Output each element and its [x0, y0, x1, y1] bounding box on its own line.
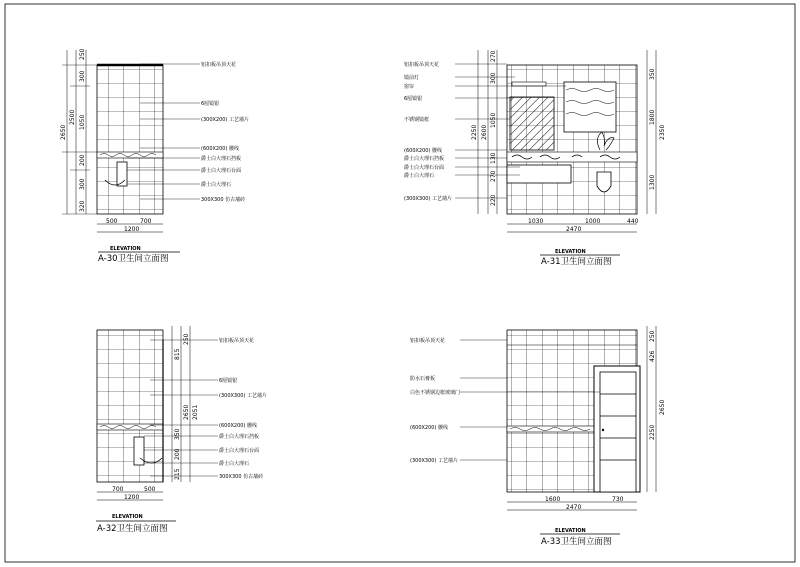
label-1: 铝扣板吊顶天花: [410, 338, 446, 344]
dim-right-total: 2350: [659, 124, 666, 140]
dim-left-3: 1050: [490, 112, 497, 128]
label-2: 6厘镜银: [201, 101, 220, 107]
drawing-subtitle: ELEVATION: [555, 249, 586, 255]
label-4: (600X200) 腰线: [219, 423, 258, 429]
drawing-title: A-31卫生间立面图: [541, 257, 612, 267]
label-10: (300X300) 工艺墙片: [404, 196, 453, 202]
dim-right-4: 2250: [649, 424, 656, 440]
dim-right-6: 200: [174, 448, 181, 460]
mirror: [510, 97, 554, 150]
label-3: 白色不锈钢边框玻璃门: [410, 390, 461, 396]
label-6: 爵士白大理石台面: [219, 448, 260, 454]
label-7: 爵士白大理石: [219, 461, 250, 467]
dim-right-2: 815: [174, 348, 181, 360]
dim-bottom-3: 440: [627, 218, 639, 225]
wall-tiles: [97, 330, 163, 482]
drawing-title: A-32卫生间立面图: [97, 524, 168, 534]
basin-counter: [134, 437, 144, 465]
dim-bottom-1: 1030: [528, 218, 544, 225]
dim-left-6: 320: [79, 200, 86, 212]
dim-right-5: 350: [174, 428, 181, 440]
label-5: 不锈钢镜框: [404, 117, 430, 123]
label-1: 铝扣板吊顶天花: [219, 338, 255, 344]
dim-right-3: 2650: [659, 399, 666, 415]
dim-left-4: 200: [79, 154, 86, 166]
waist-line-band: [97, 152, 163, 158]
dim-right-3: 2650: [183, 404, 190, 420]
elevation-a30: [60, 48, 249, 264]
label-8: 爵士白大理石台面: [404, 165, 445, 171]
dim-left-5: 270: [490, 170, 497, 182]
dim-left-2: 300: [490, 72, 497, 84]
wall-tiles: [97, 65, 163, 214]
dim-bottom-1: 500: [106, 218, 118, 225]
drawing-title: A-33卫生间立面图: [541, 537, 612, 547]
dim-bottom-total: 2470: [566, 226, 582, 233]
dim-left-6: 220: [490, 194, 497, 206]
label-7: 爵士白大理石: [201, 182, 232, 188]
elevation-a31: [404, 50, 666, 267]
door-handle: [602, 429, 604, 431]
label-9: 爵士白大理石: [404, 173, 435, 179]
dim-bottom-1: 700: [112, 486, 124, 493]
label-1: 铝扣板吊顶天花: [404, 62, 440, 68]
label-3: (300X200) 工艺墙片: [201, 117, 250, 123]
label-2: 镜前灯: [404, 75, 420, 81]
dim-total-1: 2250: [471, 124, 478, 140]
label-8: 300X300 仿古墙砖: [219, 474, 264, 480]
window-curtain: [564, 82, 616, 132]
dim-bottom-2: 500: [144, 486, 156, 493]
drawing-subtitle: ELEVATION: [555, 528, 586, 534]
dim-total-1: 2650: [60, 124, 67, 140]
dim-left-1: 270: [490, 50, 497, 62]
dim-bottom-total: 2470: [566, 504, 582, 511]
dim-bottom-3: 1200: [124, 494, 140, 501]
elevation-a32: [96, 326, 267, 534]
dim-bottom-3: 1200: [124, 226, 140, 233]
drawing-subtitle: ELEVATION: [112, 514, 143, 520]
dim-left-1: 250: [79, 48, 86, 60]
dim-total-2: 2600: [481, 124, 488, 140]
label-3: 窗帘: [404, 84, 415, 90]
label-1: 铝扣板吊顶天花: [201, 62, 237, 68]
label-7: 爵士白大理石挡板: [404, 156, 445, 162]
label-4: (600X200) 腰线: [410, 425, 449, 431]
dim-right-2: 426: [649, 350, 656, 362]
elevation-a33: [410, 326, 666, 547]
dim-right-3: 1300: [649, 174, 656, 190]
dim-left-5: 300: [79, 178, 86, 190]
label-4: 6厘镜银: [404, 96, 423, 102]
dim-bottom-1: 1600: [545, 496, 561, 503]
dim-left-3: 1050: [79, 114, 86, 130]
dim-left-4: 130: [490, 152, 497, 164]
label-8: 300X300 仿古墙砖: [201, 197, 246, 203]
dim-right-4: 2051: [192, 404, 199, 420]
label-2: 防水石膏板: [410, 376, 436, 382]
label-5: 爵士白大理石挡板: [201, 156, 242, 162]
dim-bottom-2: 700: [140, 218, 152, 225]
label-4: (600X200) 腰线: [201, 146, 240, 152]
dim-bottom-2: 1000: [585, 218, 601, 225]
drawing-subtitle: ELEVATION: [110, 246, 141, 252]
label-3: (300X300) 工艺墙片: [219, 393, 268, 399]
label-2: 6厘镜银: [219, 378, 238, 384]
dim-right-7: 215: [174, 468, 181, 480]
label-5: (300X300) 工艺墙片: [410, 458, 459, 464]
dim-bottom-2: 730: [612, 496, 624, 503]
dim-left-2: 300: [79, 70, 86, 82]
label-6: (600X200) 腰线: [404, 148, 443, 154]
vanity-counter: [507, 165, 571, 183]
drawing-title: A-30卫生间立面图: [98, 254, 169, 264]
mirror-light: [512, 82, 546, 86]
glass-door: [600, 372, 636, 492]
label-5: 爵士白大理石挡板: [219, 434, 260, 440]
dim-total-2: 2500: [69, 109, 76, 125]
dim-right-1: 250: [649, 330, 656, 342]
toilet: [597, 172, 611, 192]
dim-right-1: 250: [183, 333, 190, 345]
label-6: 爵士白大理石台面: [201, 168, 242, 174]
dim-right-2: 1800: [649, 109, 656, 125]
dim-right-1: 350: [649, 68, 656, 80]
